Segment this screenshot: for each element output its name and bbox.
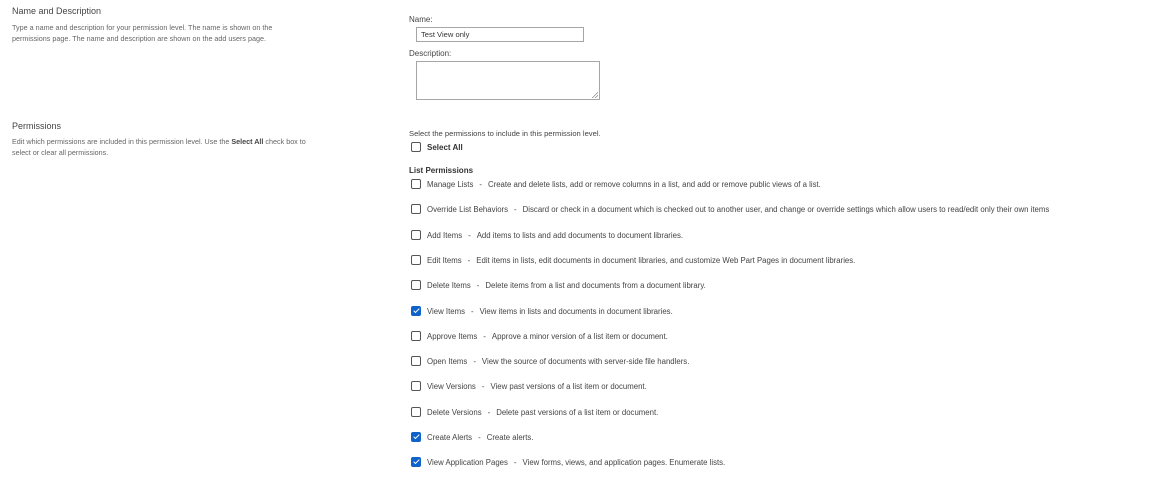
permission-description: Approve a minor version of a list item or document. (491, 331, 668, 341)
permissions-help-line2: select or clear all permissions. (12, 148, 109, 157)
permission-checkbox[interactable] (411, 179, 421, 189)
permission-description: Discard or check in a document which is checked out to another user, and change or override settings which allow users to read/edit only their own items (522, 204, 1050, 214)
permission-separator: - (514, 204, 517, 214)
permission-checkbox[interactable] (411, 331, 421, 341)
permission-row[interactable] (411, 229, 683, 241)
permission-checkbox[interactable] (411, 381, 421, 391)
permission-name: Create Alerts (427, 432, 473, 442)
permission-separator: - (513, 457, 517, 467)
permission-row[interactable] (411, 178, 821, 190)
list-permissions-title: List Permissions (409, 166, 474, 175)
permission-checkbox[interactable] (411, 204, 421, 214)
permission-separator: - (467, 255, 471, 265)
permission-checkbox[interactable] (411, 407, 421, 417)
permission-checkbox[interactable] (411, 230, 421, 240)
permissions-help-text-a: Edit which permissions are included in this permission level. Use the (12, 137, 232, 146)
permission-row[interactable] (411, 406, 658, 418)
permission-row[interactable] (411, 380, 647, 392)
description-label: Description: (409, 49, 452, 58)
permission-checkbox[interactable] (411, 255, 421, 265)
permission-name: Override List Behaviors (427, 204, 509, 214)
name-description-help-line2: permissions page. The name and description are shown on the add users page. (12, 34, 266, 43)
permission-separator: - (479, 179, 482, 189)
permission-name: View Versions (427, 381, 476, 391)
permission-separator: - (473, 356, 476, 366)
permission-name: Manage Lists (427, 179, 474, 189)
permission-checkbox[interactable] (411, 457, 421, 467)
permission-description: View the source of documents with server-side file handlers. (481, 356, 690, 366)
permission-description: View items in lists and documents in document libraries. (479, 306, 673, 316)
permission-row[interactable] (411, 279, 706, 291)
permission-separator: - (483, 331, 486, 341)
permission-separator: - (476, 280, 480, 290)
permission-row[interactable] (411, 431, 534, 443)
permissions-help (12, 136, 347, 158)
permission-description: Delete items from a list and documents from a document library. (485, 280, 706, 290)
permission-separator: - (481, 381, 485, 391)
permission-name: Edit Items (427, 255, 462, 265)
resize-grip-icon[interactable] (592, 92, 598, 98)
permission-row[interactable] (411, 305, 673, 317)
permission-name: Open Items (427, 356, 468, 366)
permission-checkbox[interactable] (411, 356, 421, 366)
select-all-label: Select All (427, 142, 463, 152)
permission-name: Add Items (427, 230, 463, 240)
permission-name: View Application Pages (427, 457, 508, 467)
permission-checkbox[interactable] (411, 306, 421, 316)
permission-row[interactable] (411, 456, 725, 468)
permission-row[interactable] (411, 330, 668, 342)
permission-checkbox[interactable] (411, 280, 421, 290)
select-all-checkbox[interactable] (411, 142, 421, 152)
permission-row[interactable] (411, 254, 855, 266)
permission-name: View Items (427, 306, 465, 316)
permission-name: Delete Versions (427, 407, 482, 417)
description-textarea[interactable] (416, 61, 600, 100)
permission-description: Edit items in lists, edit documents in document libraries, and customize Web Part Pages in document libraries. (476, 255, 856, 265)
permissions-help-bold: Select All (231, 137, 264, 146)
permission-row[interactable] (411, 203, 1049, 215)
permission-description: Add items to lists and add documents to document libraries. (476, 230, 684, 240)
name-description-title: Name and Description (12, 6, 102, 16)
permission-name: Delete Items (427, 280, 471, 290)
permission-separator: - (468, 230, 471, 240)
permission-description: View past versions of a list item or document. (490, 381, 647, 391)
permission-description: Delete past versions of a list item or document. (496, 407, 659, 417)
permission-checkbox[interactable] (411, 432, 421, 442)
name-description-help (12, 22, 347, 44)
permissions-help-line1 (12, 136, 347, 147)
permission-name: Approve Items (427, 331, 478, 341)
permission-separator: - (478, 432, 481, 442)
name-description-help-line1: Type a name and description for your permission level. The name is shown on the (12, 23, 273, 32)
permission-row[interactable] (411, 355, 689, 367)
permission-description: Create and delete lists, add or remove columns in a list, and add or remove public views of a list. (487, 179, 821, 189)
permissions-intro: Select the permissions to include in this permission level. (409, 129, 601, 138)
permissions-title: Permissions (12, 121, 62, 131)
permission-description: View forms, views, and application pages. Enumerate lists. (522, 457, 726, 467)
name-input[interactable]: Test View only (416, 27, 584, 42)
permissions-help-text-b: check box to (263, 137, 306, 146)
select-all-row[interactable] (411, 141, 463, 153)
name-label: Name: (409, 15, 433, 24)
permission-description: Create alerts. (486, 432, 534, 442)
permission-separator: - (487, 407, 491, 417)
permission-separator: - (471, 306, 474, 316)
